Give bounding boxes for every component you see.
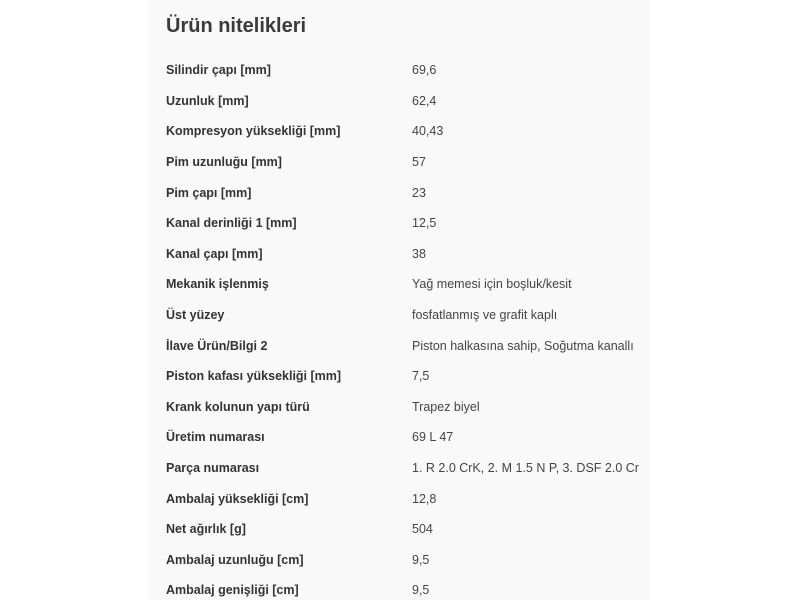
- table-row: [166, 330, 646, 361]
- attribute-value: 504: [412, 522, 433, 537]
- attribute-value: Piston halkasına sahip, Soğutma kanallı: [412, 338, 634, 353]
- attribute-label: Uzunluk [mm]: [166, 93, 249, 108]
- attribute-label: Net ağırlık [g]: [166, 522, 246, 537]
- table-row: [166, 361, 646, 392]
- table-row: [166, 575, 646, 606]
- attribute-label: Pim çapı [mm]: [166, 185, 252, 200]
- table-row: [166, 239, 646, 270]
- attribute-value: 23: [412, 185, 426, 200]
- attributes-table: [166, 55, 646, 606]
- attribute-label: İlave Ürün/Bilgi 2: [166, 338, 268, 353]
- attribute-value: Yağ memesi için boşluk/kesit: [412, 277, 572, 292]
- table-row: [166, 55, 646, 86]
- attribute-value: 1. R 2.0 CrK, 2. M 1.5 N P, 3. DSF 2.0 Cr: [412, 461, 639, 476]
- attribute-value: 12,5: [412, 216, 437, 231]
- attribute-label: Kanal derinliği 1 [mm]: [166, 216, 297, 231]
- attribute-label: Krank kolunun yapı türü: [166, 399, 310, 414]
- attribute-value: 9,5: [412, 583, 430, 598]
- attribute-value: 12,8: [412, 491, 437, 506]
- table-row: [166, 514, 646, 545]
- attribute-value: 62,4: [412, 93, 437, 108]
- attribute-value: 40,43: [412, 124, 444, 139]
- attribute-value: Trapez biyel: [412, 399, 480, 414]
- attribute-label: Kanal çapı [mm]: [166, 246, 263, 261]
- attribute-value: 38: [412, 246, 426, 261]
- table-row: [166, 422, 646, 453]
- table-row: [166, 116, 646, 147]
- attribute-label: Pim uzunluğu [mm]: [166, 155, 282, 170]
- attribute-value: 69 L 47: [412, 430, 454, 445]
- section-title: Ürün nitelikleri: [166, 15, 307, 37]
- attribute-label: Üretim numarası: [166, 430, 265, 445]
- table-row: [166, 147, 646, 178]
- table-row: [166, 300, 646, 331]
- table-row: [166, 86, 646, 117]
- attribute-value: 9,5: [412, 552, 430, 567]
- attribute-label: Üst yüzey: [166, 308, 225, 323]
- table-row: [166, 545, 646, 576]
- attribute-value: fosfatlanmış ve grafit kaplı: [412, 308, 558, 323]
- table-row: [166, 392, 646, 423]
- table-row: [166, 453, 646, 484]
- attribute-value: 57: [412, 155, 426, 170]
- attribute-value: 7,5: [412, 369, 430, 384]
- attribute-label: Piston kafası yüksekliği [mm]: [166, 369, 342, 384]
- table-row: [166, 483, 646, 514]
- table-row: [166, 177, 646, 208]
- table-row: [166, 208, 646, 239]
- table-row: [166, 269, 646, 300]
- attribute-label: Silindir çapı [mm]: [166, 63, 271, 78]
- attribute-label: Mekanik işlenmiş: [166, 277, 269, 292]
- attribute-label: Ambalaj uzunluğu [cm]: [166, 552, 304, 567]
- attribute-label: Parça numarası: [166, 461, 260, 476]
- attribute-value: 69,6: [412, 63, 437, 78]
- attribute-label: Ambalaj genişliği [cm]: [166, 583, 299, 598]
- attribute-label: Ambalaj yüksekliği [cm]: [166, 491, 309, 506]
- attribute-label: Kompresyon yüksekliği [mm]: [166, 124, 341, 139]
